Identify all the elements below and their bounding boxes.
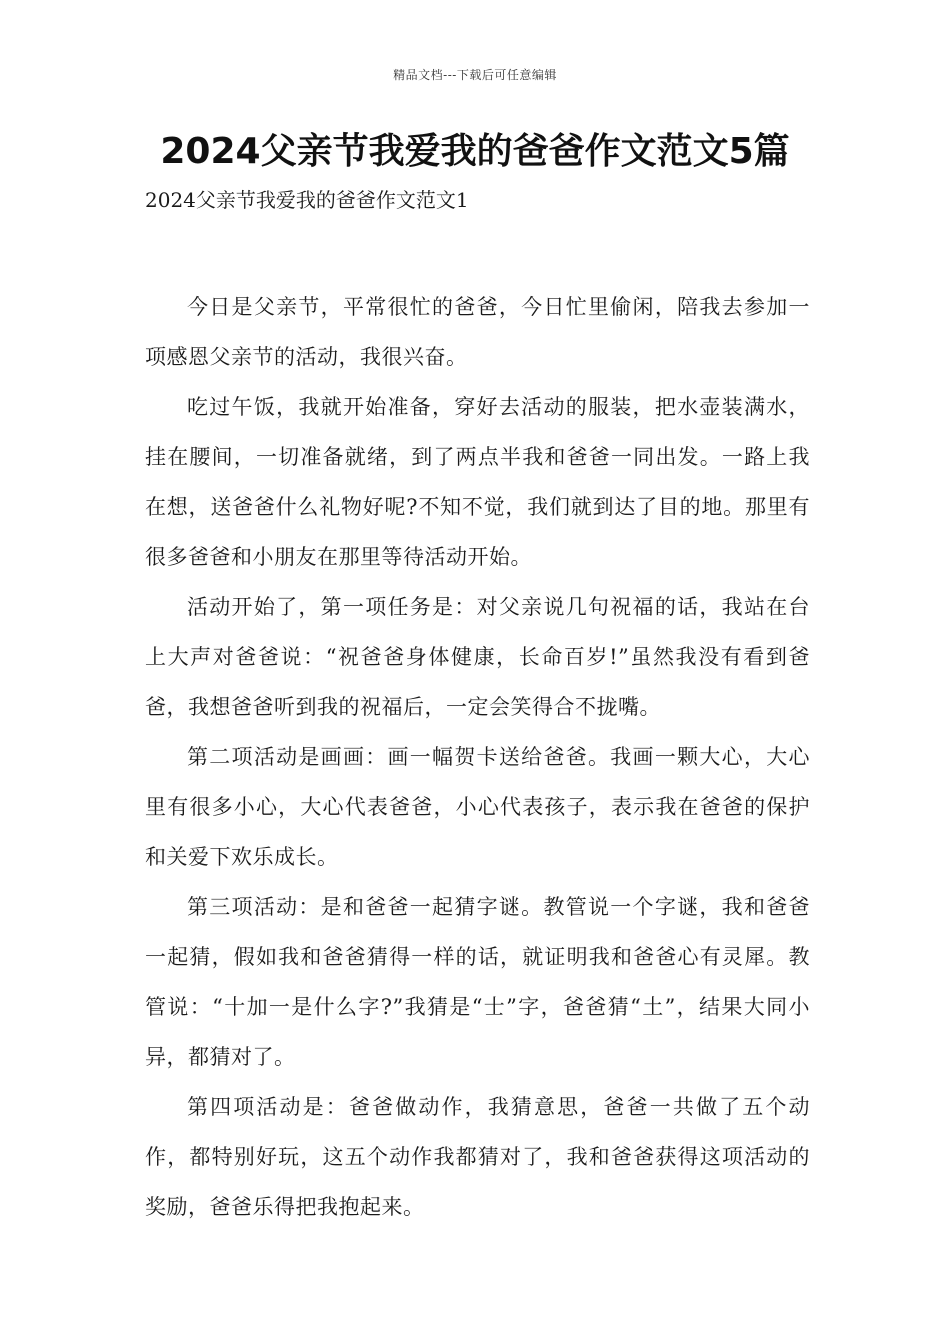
paragraph: 第二项活动是画画：画一幅贺卡送给爸爸。我画一颗大心，大心里有很多小心，大心代表爸爸，小心代表孩子，表示我在爸爸的保护和关爱下欢乐成长。 (145, 745, 810, 869)
paragraph: 今日是父亲节，平常很忙的爸爸，今日忙里偷闲，陪我去参加一项感恩父亲节的活动，我很兴奋。 (145, 295, 810, 369)
header-note: 精品文档---下载后可任意编辑 (393, 68, 557, 82)
essay-subtitle: 2024父亲节我爱我的爸爸作文范文1 (145, 188, 469, 212)
paragraph: 活动开始了，第一项任务是：对父亲说几句祝福的话，我站在台上大声对爸爸说：“祝爸爸身体健康，长命百岁!”虽然我没有看到爸爸，我想爸爸听到我的祝福后，一定会笑得合不拢嘴。 (145, 595, 810, 719)
paragraph: 第四项活动是：爸爸做动作，我猜意思，爸爸一共做了五个动作，都特别好玩，这五个动作我都猜对了，我和爸爸获得这项活动的奖励，爸爸乐得把我抱起来。 (145, 1095, 810, 1219)
essay-body (145, 282, 810, 1232)
paragraph: 吃过午饭，我就开始准备，穿好去活动的服装，把水壶装满水，挂在腰间，一切准备就绪，到了两点半我和爸爸一同出发。一路上我在想，送爸爸什么礼物好呢?不知不觉，我们就到达了目的地。那里有很多爸爸和小朋友在那里等待活动开始。 (145, 395, 810, 569)
document-title: 2024父亲节我爱我的爸爸作文范文5篇 (160, 131, 790, 172)
paragraph: 第三项活动：是和爸爸一起猜字谜。教管说一个字谜，我和爸爸一起猜，假如我和爸爸猜得一样的话，就证明我和爸爸心有灵犀。教管说：“十加一是什么字?”我猜是“士”字，爸爸猜“土”，结果大同小异，都猜对了。 (145, 895, 810, 1069)
